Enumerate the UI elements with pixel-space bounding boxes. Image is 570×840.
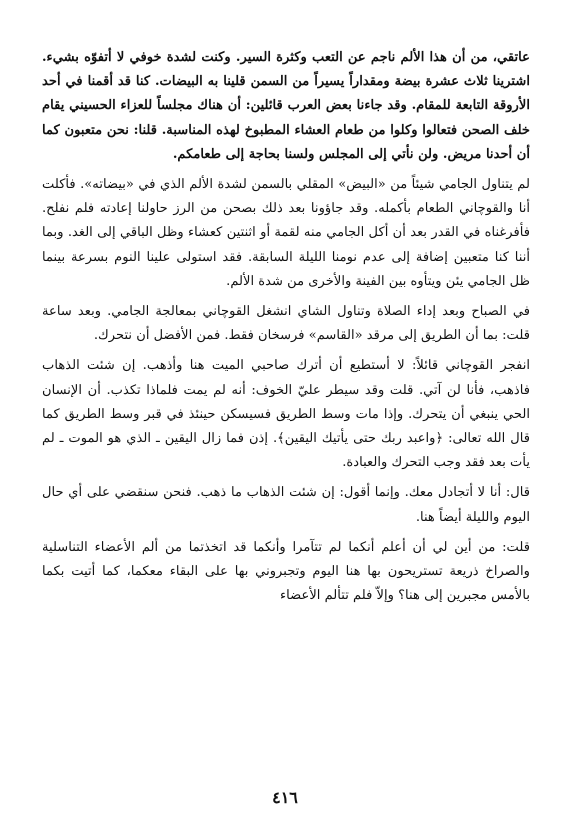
- book-page: [42, 46, 530, 806]
- paragraph-3: في الصباح وبعد إداء الصلاة وتناول الشاي انشغل القوچاني بمعالجة الجامي. وبعد ساعة قلت: بما أن الطريق إلى مرقد «القاسم» فرسخان فقط. فمن الأفضل أن نتحرك.: [42, 304, 530, 344]
- paragraph-2: لم يتناول الجامي شيئاً من «البيض» المقلي بالسمن لشدة الألم الذي في «بيضاته». فأكلت أنا والقوچاني الطعام بأكمله. وقد جاؤونا بعد ذلك بصحن من الرز حاولنا إعادته فلم نفلح. فأفرغناه في القدر بعد أن أكل الجامي منه لقمة أو اثنتين كعشاء وظل الباقي إلى الغد. وبما أننا كنا متعبين إضافة إلى عدم نومنا الليلة السابقة. فقد استولى علينا النوم بسرعة بينما ظل الجامي يئن ويتأوه بين الفينة والأخرى من شدة الألم.: [42, 177, 530, 289]
- page-number: ٤١٦: [272, 788, 298, 807]
- paragraph-1: عاتقي، من أن هذا الألم ناجم عن التعب وكثرة السير. وكنت لشدة خوفي لا أتفوّه بشيء. اشترينا ثلاث عشرة بيضة ومقداراً يسيراً من السمن قلينا به البيضات. كنا قد أقمنا في أحد الأروقة التابعة للمقام. وقد جاءنا بعض العرب قائلين: أن هناك مجلساً للعزاء الحسيني يقام خلف الصحن فتعالوا وكلوا من طعام العشاء المطبوخ لهذه المناسبة. قلنا: نحن متعبون كما أن أحدنا مريض. ولن نأتي إلى المجلس ولسنا بحاجة إلى طعامكم.: [42, 50, 530, 162]
- paragraph-5: قال: أنا لا أتجادل معك. وإنما أقول: إن شئت الذهاب ما ذهب. فنحن سنقضي على أي حال اليوم والليلة أيضاً هنا.: [42, 485, 530, 525]
- paragraph-4: انفجر القوچاني قائلاً: لا أستطيع أن أترك صاحبي الميت هنا وأذهب. إن شئت الذهاب فاذهب، فأنا لن آتي. قلت وقد سيطر عليّ الخوف: أنه لم يمت فلماذا تكذب. أن الإنسان الحي ينبغي أن يتحرك. وإذا مات وسط الطريق فسيسكن حينئذ في قبر وسط الطريق كما قال الله تعالى: ﴿واعبد ربك حتى يأتيك اليقين﴾. إذن فما زال اليقين ـ الذي هو الموت ـ لم يأت بعد فقد وجب التحرك والعبادة.: [42, 358, 530, 471]
- paragraph-6: قلت: من أين لي أن أعلم أنكما لم تتآمرا وأنكما قد اتخذتما من ألم الأعضاء التناسلية والصراخ ذريعة تستريحون بها هنا اليوم وتجبروني بها على البقاء معكما، كما أتيت بكما بالأمس مجبرين إلى هنا؟ وإلاّ فلم تتألم الأعضاء: [42, 539, 530, 604]
